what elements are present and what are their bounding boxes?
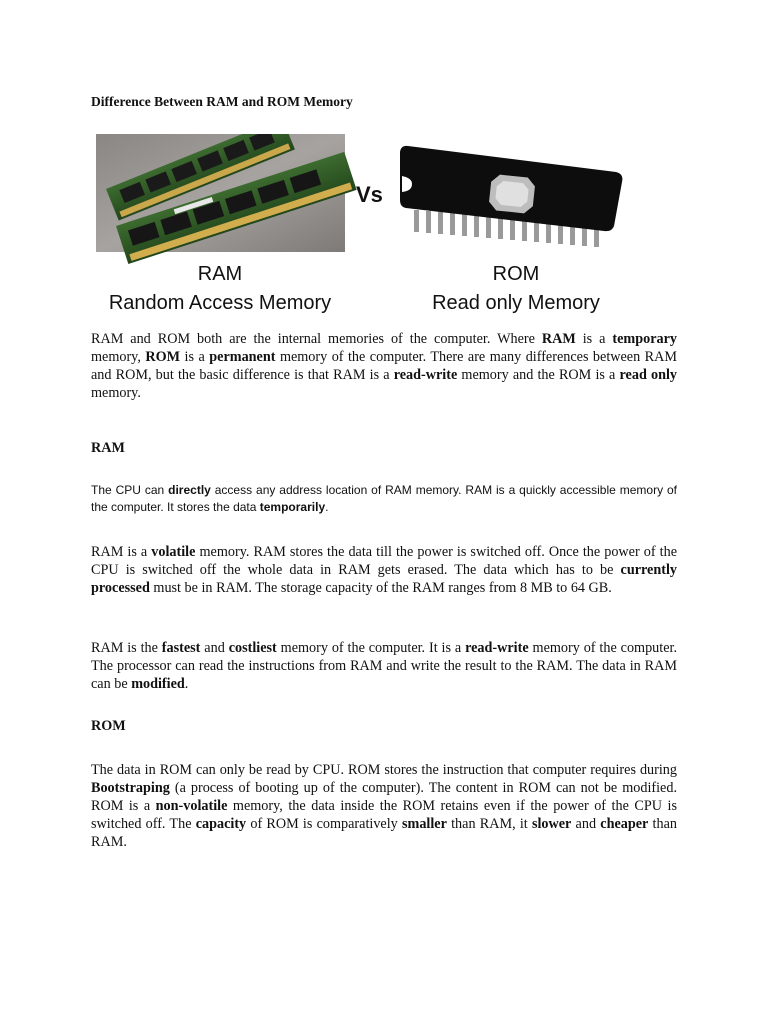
rom-p1-text: and [571, 816, 601, 832]
document-title: Difference Between RAM and ROM Memory [91, 94, 353, 109]
intro-text: RAM and ROM both are the internal memories of the computer. Where [91, 331, 542, 347]
rom-heading: ROM [91, 718, 126, 734]
rom-p1-cheaper-bold: cheaper [600, 816, 649, 832]
ram-p2-text: RAM is a [91, 544, 152, 560]
ram-p2-text: must be in RAM. The storage capacity of the RAM ranges from 8 MB to 64 GB. [149, 580, 612, 596]
intro-text: memory of the computer. There are many differences between RAM and ROM, but the basic difference is that RAM is a [91, 349, 678, 383]
rom-p1-text: than RAM. [91, 816, 677, 850]
rom-p1-capacity-bold: capacity [195, 816, 247, 832]
ram-p3-modified-bold: modified [131, 676, 185, 692]
ram-p3-text: . [184, 676, 189, 692]
ram-p1-directly-bold: directly [168, 483, 211, 497]
ram-p3-text: and [200, 640, 229, 656]
intro-temporary-bold: temporary [612, 331, 678, 347]
ram-p3-text: memory of the computer. It is a [276, 640, 466, 656]
rom-chip [400, 146, 622, 247]
rom-p1-text: than RAM, it [446, 816, 532, 832]
rom-p1-bootstraping-bold: Bootstraping [91, 780, 170, 796]
rom-paragraph-1 [91, 761, 677, 851]
ram-p3-fastest-bold: fastest [161, 640, 201, 656]
ram-p1-text: The CPU can [91, 483, 169, 497]
intro-read-write-bold: read-write [393, 367, 458, 383]
intro-paragraph [91, 330, 677, 402]
intro-rom-bold: ROM [145, 349, 181, 365]
intro-text: is a [180, 349, 210, 365]
intro-permanent-bold: permanent [209, 349, 276, 365]
rom-p1-text: of ROM is comparatively [246, 816, 402, 832]
rom-p1-slower-bold: slower [531, 816, 572, 832]
ram-p1-text: . [325, 500, 329, 514]
rom-p1-text: (a process of booting up of the computer). The content in ROM can not be modified. ROM is a [91, 780, 677, 814]
intro-ram-bold: RAM [541, 331, 576, 347]
ram-p1-text: access any address location of RAM memory. RAM is a quickly accessible memory of the computer. It stores the data [91, 483, 677, 514]
intro-read-only-bold: read only [619, 367, 678, 383]
intro-text: memory and the ROM is a [457, 367, 620, 383]
rom-sublabel: Read only Memory [432, 292, 600, 314]
ram-label: RAM [197, 263, 243, 285]
ram-sublabel: Random Access Memory [108, 292, 332, 314]
intro-text: is a [575, 331, 613, 347]
rom-p1-smaller-bold: smaller [401, 816, 447, 832]
ram-vs-rom-figure [96, 134, 656, 319]
ram-p2-text: memory. RAM stores the data till the power is switched off. Once the power of the CPU is switched off the whole data in RAM gets erased. The data which has to be [91, 544, 677, 578]
ram-paragraph-2 [91, 543, 677, 597]
intro-text: memory. [91, 385, 141, 401]
ram-p3-read-write-bold: read-write [465, 640, 529, 656]
ram-p3-costliest-bold: costliest [228, 640, 277, 656]
rom-p1-non-volatile-bold: non-volatile [155, 798, 228, 814]
ram-paragraph-1 [91, 482, 677, 516]
ram-p3-text: RAM is the [91, 640, 162, 656]
ram-paragraph-3 [91, 639, 677, 693]
rom-p1-text: memory, the data inside the ROM retains even if the power of the CPU is switched off. The [91, 798, 677, 832]
figure-svg [96, 134, 656, 319]
ram-heading: RAM [91, 440, 125, 456]
ram-p2-currently-processed-bold: currently processed [91, 562, 677, 596]
ram-p1-temporarily-bold: temporarily [259, 500, 326, 514]
ram-p3-text: memory of the computer. The processor can read the instructions from RAM and write the result to the RAM. The data in RAM can be [91, 640, 677, 692]
rom-p1-text: The data in ROM can only be read by CPU. ROM stores the instruction that computer requires during [91, 762, 677, 778]
ram-p2-volatile-bold: volatile [151, 544, 196, 560]
vs-label: Vs [356, 182, 383, 207]
intro-text: memory, [91, 349, 146, 365]
rom-label: ROM [492, 263, 540, 285]
ram-photo [96, 134, 357, 264]
